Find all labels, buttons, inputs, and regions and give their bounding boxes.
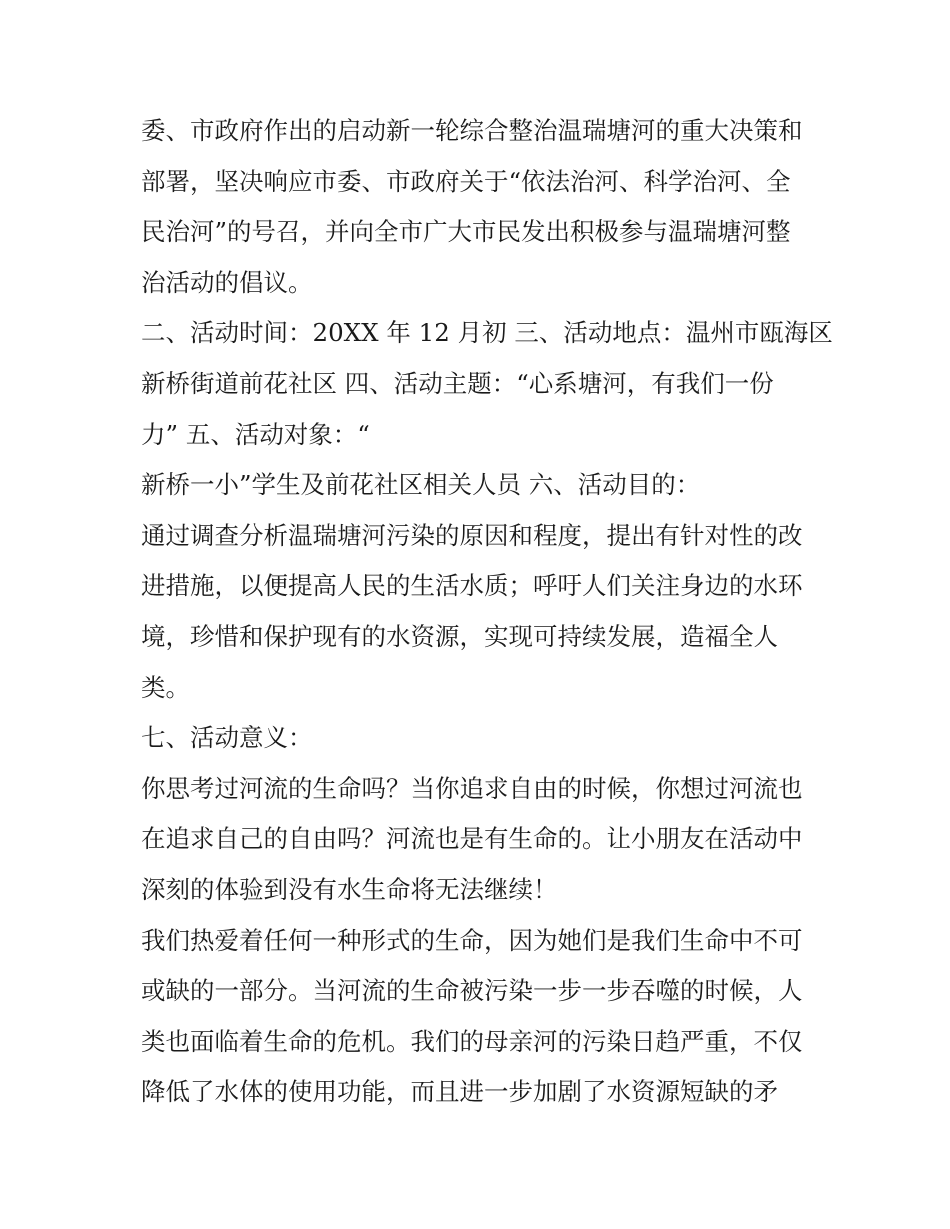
text-line: 力” 五、活动对象：“ [141, 419, 370, 449]
text-line: 在追求自己的自由吗？河流也是有生命的。让小朋友在活动中 [141, 824, 803, 854]
text-line: 二、活动时间：20XX 年 12 月初 三、活动地点：温州市瓯海区 [141, 318, 833, 348]
text-line: 我们热爱着任何一种形式的生命，因为她们是我们生命中不可 [141, 925, 803, 955]
text-line: 类也面临着生命的危机。我们的母亲河的污染日趋严重，不仅 [141, 1026, 803, 1056]
text-line: 深刻的体验到没有水生命将无法继续！ [141, 874, 558, 904]
text-line: 境，珍惜和保护现有的水资源，实现可持续发展，造福全人 [141, 621, 778, 651]
text-line: 民治河”的号召，并向全市广大市民发出积极参与温瑞塘河整 [141, 217, 791, 247]
text-line: 新桥一小”学生及前花社区相关人员 六、活动目的： [141, 470, 701, 500]
document-body [141, 106, 833, 1118]
text-line: 或缺的一部分。当河流的生命被污染一步一步吞噬的时候，人 [141, 976, 803, 1006]
text-line: 新桥街道前花社区 四、活动主题：“心系塘河，有我们一份 [141, 368, 774, 398]
text-line: 类。 [141, 672, 190, 702]
text-line: 你思考过河流的生命吗？当你追求自由的时候，你想过河流也 [141, 773, 803, 803]
text-line: 七、活动意义： [141, 723, 313, 753]
text-line: 委、市政府作出的启动新一轮综合整治温瑞塘河的重大决策和 [141, 116, 803, 145]
text-line: 部署，坚决响应市委、市政府关于“依法治河、科学治河、全 [141, 166, 791, 196]
text-line: 治活动的倡议。 [141, 267, 313, 297]
text-line: 进措施，以便提高人民的生活水质；呼吁人们关注身边的水环 [141, 571, 803, 601]
text-line: 通过调查分析温瑞塘河污染的原因和程度，提出有针对性的改 [141, 520, 803, 550]
text-line: 降低了水体的使用功能，而且进一步加剧了水资源短缺的矛 [141, 1077, 778, 1107]
